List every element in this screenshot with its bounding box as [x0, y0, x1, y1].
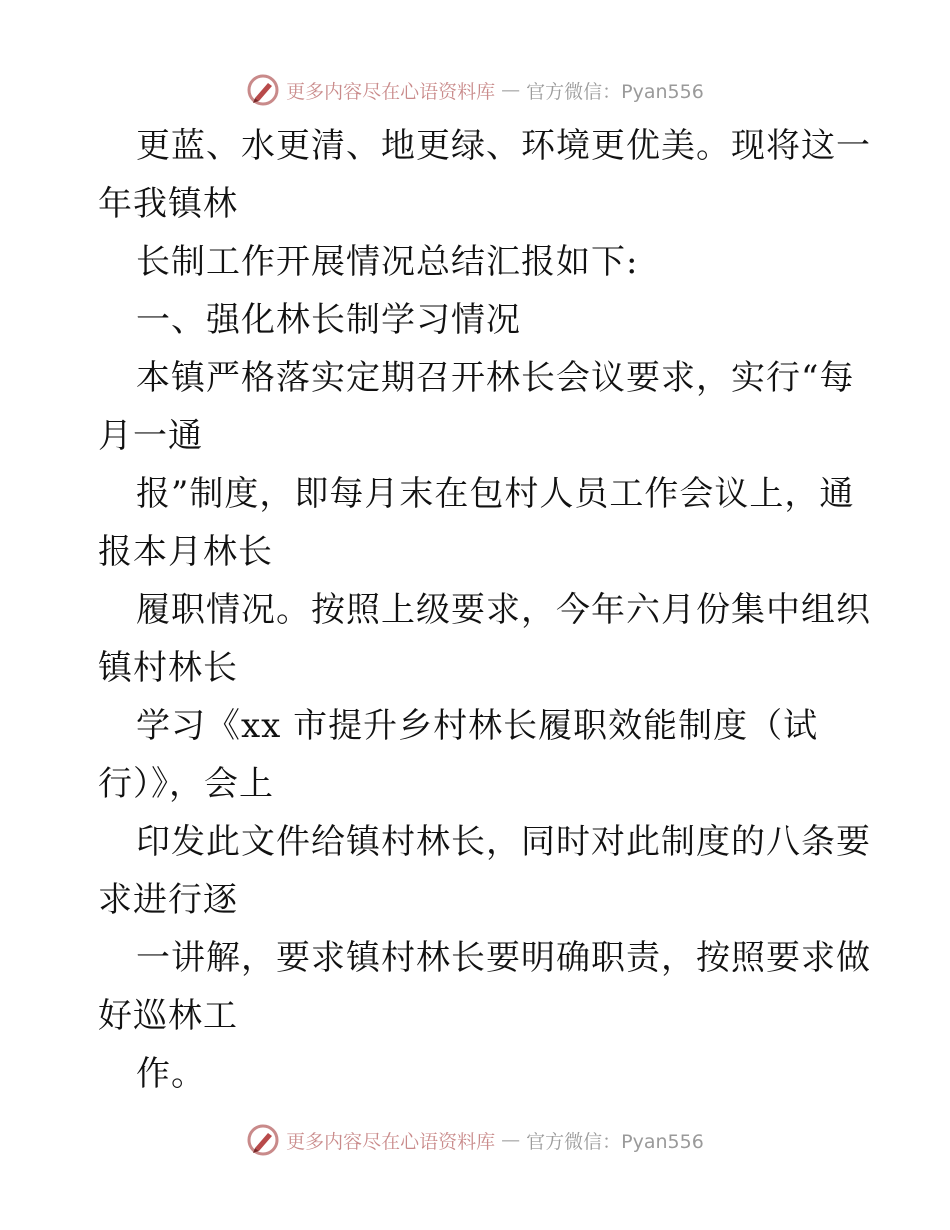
body-line: 学习《xx 市提升乡村林长履职效能制度（试 [136, 706, 819, 746]
body-line: 年我镇林 [98, 184, 238, 224]
document-body [98, 117, 871, 1103]
watermark-separator: — [501, 79, 521, 101]
body-line: 月一通 [98, 416, 203, 456]
watermark-separator: — [501, 1129, 521, 1151]
body-line: 镇村林长 [98, 648, 238, 688]
body-line: 作。 [136, 1054, 206, 1094]
body-line: 印发此文件给镇村林长，同时对此制度的八条要 [136, 822, 871, 862]
body-line: 报”制度，即每月末在包村人员工作会议上，通 [136, 474, 855, 514]
body-line: 更蓝、水更清、地更绿、环境更优美。现将这一 [136, 126, 871, 166]
body-line: 报本月林长 [98, 532, 273, 572]
body-line: 一讲解，要求镇村林长要明确职责，按照要求做 [136, 938, 871, 978]
watermark-wechat: 官方微信：Pyan556 [526, 80, 704, 103]
body-line: 行）》，会上 [98, 764, 274, 804]
watermark-text: 更多内容尽在心语资料库 [286, 80, 496, 103]
section-heading: 一、强化林长制学习情况 [136, 300, 521, 340]
header-watermark [0, 70, 950, 110]
body-line: 履职情况。按照上级要求，今年六月份集中组织 [136, 590, 871, 630]
body-line: 求进行逐 [98, 880, 238, 920]
body-line: 长制工作开展情况总结汇报如下: [136, 242, 639, 282]
watermark-wechat: 官方微信：Pyan556 [526, 1130, 704, 1153]
body-line: 好巡林工 [98, 996, 238, 1036]
pen-circle-logo-icon [246, 1123, 280, 1157]
watermark-text: 更多内容尽在心语资料库 [286, 1130, 496, 1153]
body-line: 本镇严格落实定期召开林长会议要求，实行“每 [136, 358, 855, 398]
pen-circle-logo-icon [246, 73, 280, 107]
footer-watermark [0, 1120, 950, 1160]
